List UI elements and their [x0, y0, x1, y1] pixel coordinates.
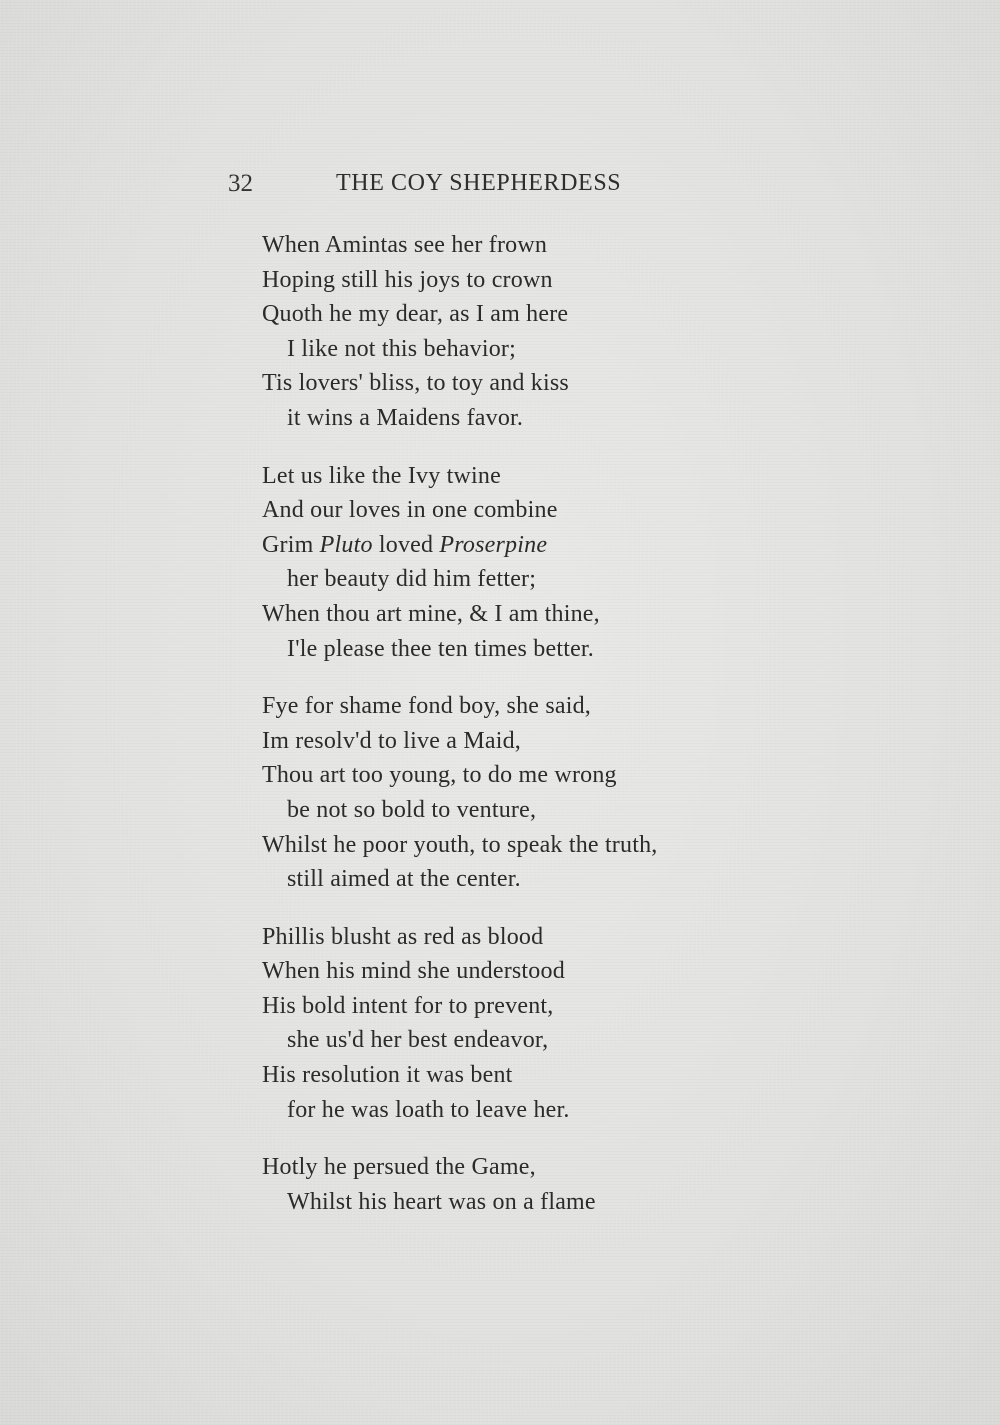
- poem-line: it wins a Maidens favor.: [287, 404, 524, 431]
- poem-line: Im resolv'd to live a Maid,: [262, 727, 522, 754]
- running-head: [228, 170, 678, 206]
- poem-line: Thou art too young, to do me wrong: [262, 762, 617, 789]
- poem-line: Whilst his heart was on a flame: [287, 1188, 596, 1215]
- poem-line: she us'd her best endeavor,: [287, 1027, 549, 1054]
- stanza: [262, 920, 822, 1128]
- italic-name: Pluto: [319, 531, 373, 558]
- poem-line: I'le please thee ten times better.: [287, 635, 594, 662]
- poem-line: Quoth he my dear, as I am here: [262, 301, 569, 328]
- line-segment: loved: [372, 531, 440, 558]
- poem-line: her beauty did him fetter;: [287, 566, 537, 593]
- stanza: [262, 228, 822, 436]
- poem-line: [262, 528, 822, 563]
- page-title: THE COY SHEPHERDESS: [336, 170, 622, 196]
- poem-line: Fye for shame fond boy, she said,: [262, 693, 591, 720]
- italic-name: Proserpine: [439, 531, 548, 558]
- poem-line: And our loves in one combine: [262, 497, 558, 524]
- poem-line: be not so bold to venture,: [287, 796, 537, 823]
- poem-line: I like not this behavior;: [287, 335, 516, 362]
- poem-line: Phillis blusht as red as blood: [262, 923, 544, 950]
- page-number: 32: [228, 170, 253, 197]
- stanza: [262, 1150, 822, 1219]
- poem-line: Tis lovers' bliss, to toy and kiss: [262, 370, 569, 397]
- poem-line: When Amintas see her frown: [262, 232, 548, 258]
- poem-line: When his mind she understood: [262, 958, 565, 985]
- poem-line: Hotly he persued the Game,: [262, 1154, 536, 1181]
- poem-line: for he was loath to leave her.: [287, 1096, 570, 1123]
- poem-line: still aimed at the center.: [287, 866, 521, 893]
- stanza: [262, 689, 822, 897]
- poem-line: His bold intent for to prevent,: [262, 992, 554, 1019]
- poem-line: His resolution it was bent: [262, 1062, 513, 1089]
- stanza: [262, 459, 822, 667]
- poem-line: Hoping still his joys to crown: [262, 266, 553, 293]
- poem-line: Let us like the Ivy twine: [262, 462, 501, 489]
- poem-body: [262, 228, 822, 1242]
- poem-line: Whilst he poor youth, to speak the truth,: [262, 831, 658, 858]
- poem-line: When thou art mine, & I am thine,: [262, 600, 600, 627]
- line-segment: Grim: [262, 531, 320, 558]
